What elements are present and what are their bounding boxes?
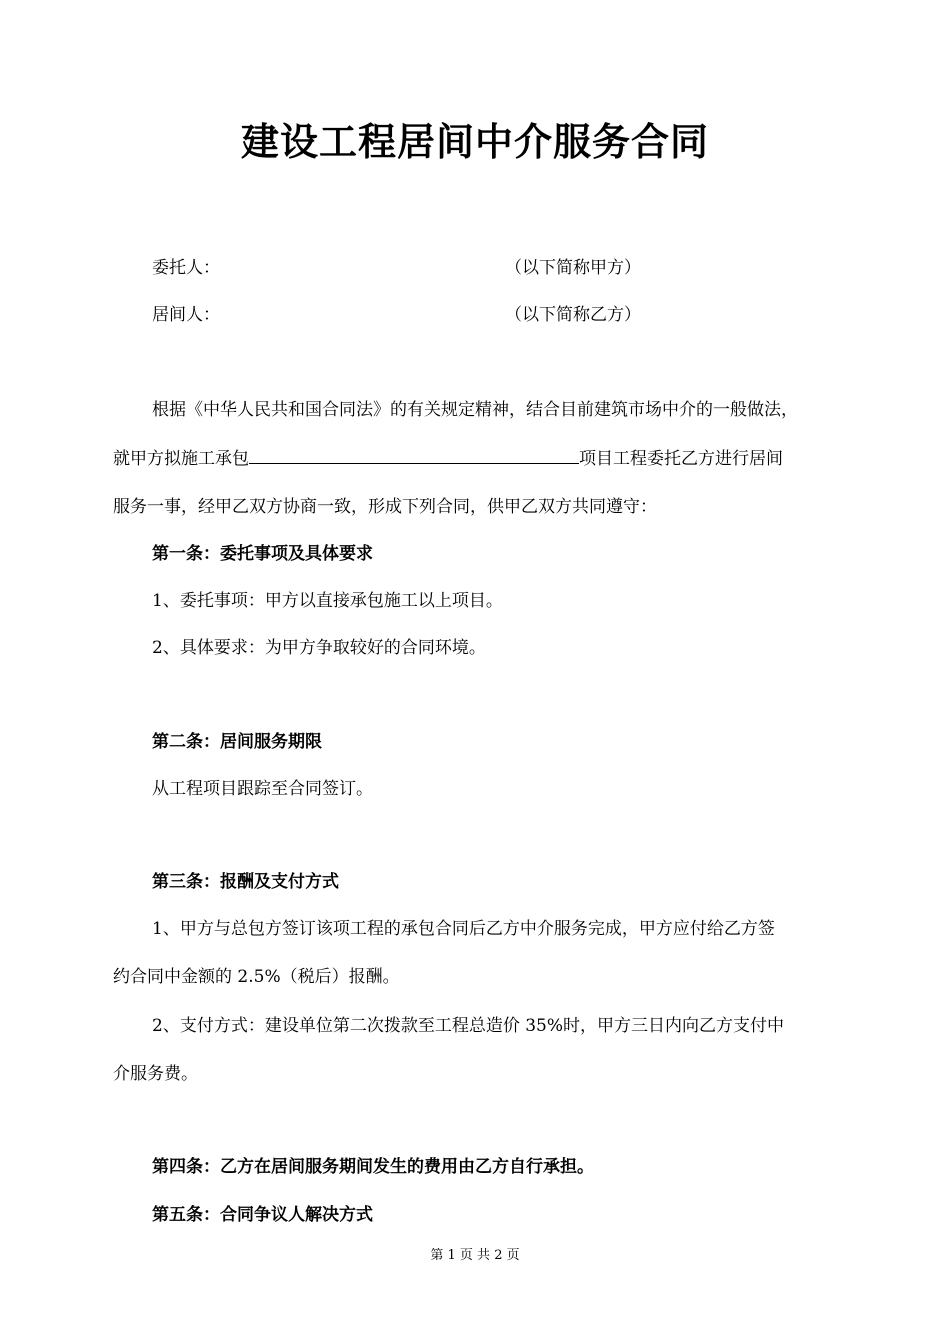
article-1-heading: 第一条：委托事项及具体要求 (152, 544, 373, 564)
article-2-text: 从工程项目跟踪至合同签订。 (152, 779, 373, 799)
article-1-item-2: 2、具体要求：为甲方争取较好的合同环境。 (152, 638, 486, 658)
preamble-line-2-start: 就甲方拟施工承包 (113, 449, 249, 469)
article-1-item-1: 1、委托事项：甲方以直接承包施工以上项目。 (152, 591, 503, 611)
document-title: 建设工程居间中介服务合同 (240, 119, 709, 164)
preamble-line-3: 服务一事，经甲乙双方协商一致，形成下列合同，供甲乙双方共同遵守： (113, 497, 657, 517)
article-2-heading: 第二条：居间服务期限 (152, 732, 322, 752)
agent-note: （以下简称乙方） (505, 305, 641, 325)
preamble-line-2 (113, 445, 783, 472)
client-label: 委托人： (152, 258, 220, 278)
article-3-item-1-line-1: 1、甲方与总包方签订该项工程的承包合同后乙方中介服务完成，甲方应付给乙方签 (152, 919, 775, 939)
client-note: （以下简称甲方） (505, 258, 641, 278)
article-3-heading: 第三条：报酬及支付方式 (152, 872, 339, 892)
page-footer: 第 1 页 共 2 页 (430, 1248, 520, 1263)
article-3-item-2-line-2: 介服务费。 (113, 1064, 198, 1084)
project-name-blank (249, 445, 579, 464)
article-3-item-2-line-1: 2、支付方式：建设单位第二次拨款至工程总造价 35%时，甲方三日内向乙方支付中 (152, 1016, 785, 1036)
article-4-heading: 第四条：乙方在居间服务期间发生的费用由乙方自行承担。 (152, 1157, 594, 1177)
preamble-line-2-end: 项目工程委托乙方进行居间 (579, 449, 783, 469)
preamble-line-1: 根据《中华人民共和国合同法》的有关规定精神，结合目前建筑市场中介的一般做法， (152, 400, 798, 420)
agent-label: 居间人： (152, 305, 220, 325)
article-3-item-1-line-2: 约合同中金额的 2.5%（税后）报酬。 (113, 967, 400, 987)
article-5-heading: 第五条：合同争议人解决方式 (152, 1205, 373, 1225)
